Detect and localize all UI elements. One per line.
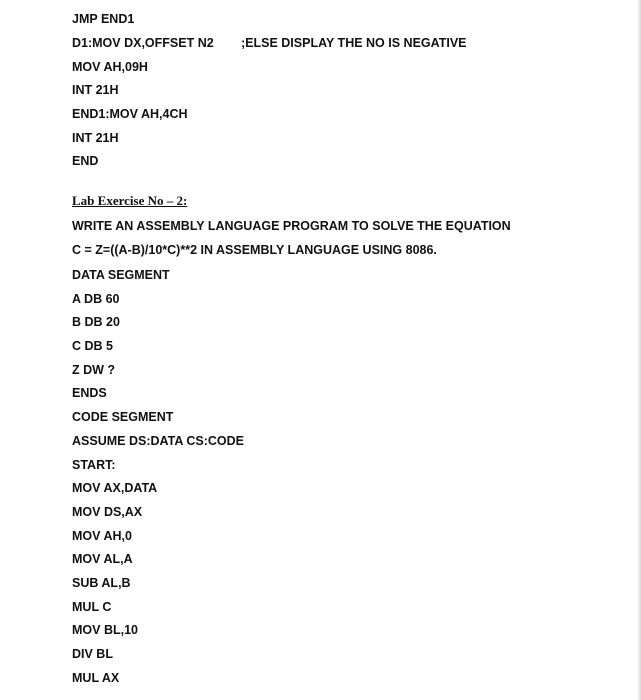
code-comment-else-negative: ;ELSE DISPLAY THE NO IS NEGATIVE	[241, 36, 467, 50]
code-line-end1-mov-ah-4ch: END1:MOV AH,4CH	[72, 107, 188, 121]
program-line: MUL C	[72, 600, 112, 614]
program-line: A DB 60	[72, 292, 120, 306]
code-line-int-21h-1: INT 21H	[72, 83, 119, 97]
program-line: DATA SEGMENT	[72, 268, 170, 282]
program-line: MOV DS,AX	[72, 505, 143, 519]
program-line: ASSUME DS:DATA CS:CODE	[72, 434, 244, 448]
program-line: C DB 5	[72, 339, 113, 353]
program-line: B DB 20	[72, 315, 120, 329]
program-line: MUL AX	[72, 671, 120, 685]
problem-line-2: C = Z=((A-B)/10*C)**2 IN ASSEMBLY LANGUAGE USING 8086.	[72, 243, 437, 257]
program-line: MOV BL,10	[72, 623, 138, 637]
program-line: DIV BL	[72, 647, 113, 661]
program-line: ENDS	[72, 386, 107, 400]
program-line: Z DW ?	[72, 363, 116, 377]
code-line-end: END	[72, 154, 99, 168]
problem-line-1: WRITE AN ASSEMBLY LANGUAGE PROGRAM TO SOLVE THE EQUATION	[72, 219, 511, 233]
program-line: MOV AX,DATA	[72, 481, 158, 495]
page-edge-shadow	[637, 0, 641, 700]
program-line: MOV AL,A	[72, 552, 133, 566]
code-line-mov-ah-09h: MOV AH,09H	[72, 60, 148, 74]
program-line: MOV AH,0	[72, 529, 132, 543]
lab-exercise-heading: Lab Exercise No – 2:	[72, 193, 188, 208]
program-line: START:	[72, 458, 116, 472]
code-line-int-21h-2: INT 21H	[72, 131, 119, 145]
code-line-d1-mov-dx: D1:MOV DX,OFFSET N2	[72, 36, 214, 50]
program-line: SUB AL,B	[72, 576, 131, 590]
code-line-jmp-end1: JMP END1	[72, 12, 135, 26]
program-line: CODE SEGMENT	[72, 410, 174, 424]
